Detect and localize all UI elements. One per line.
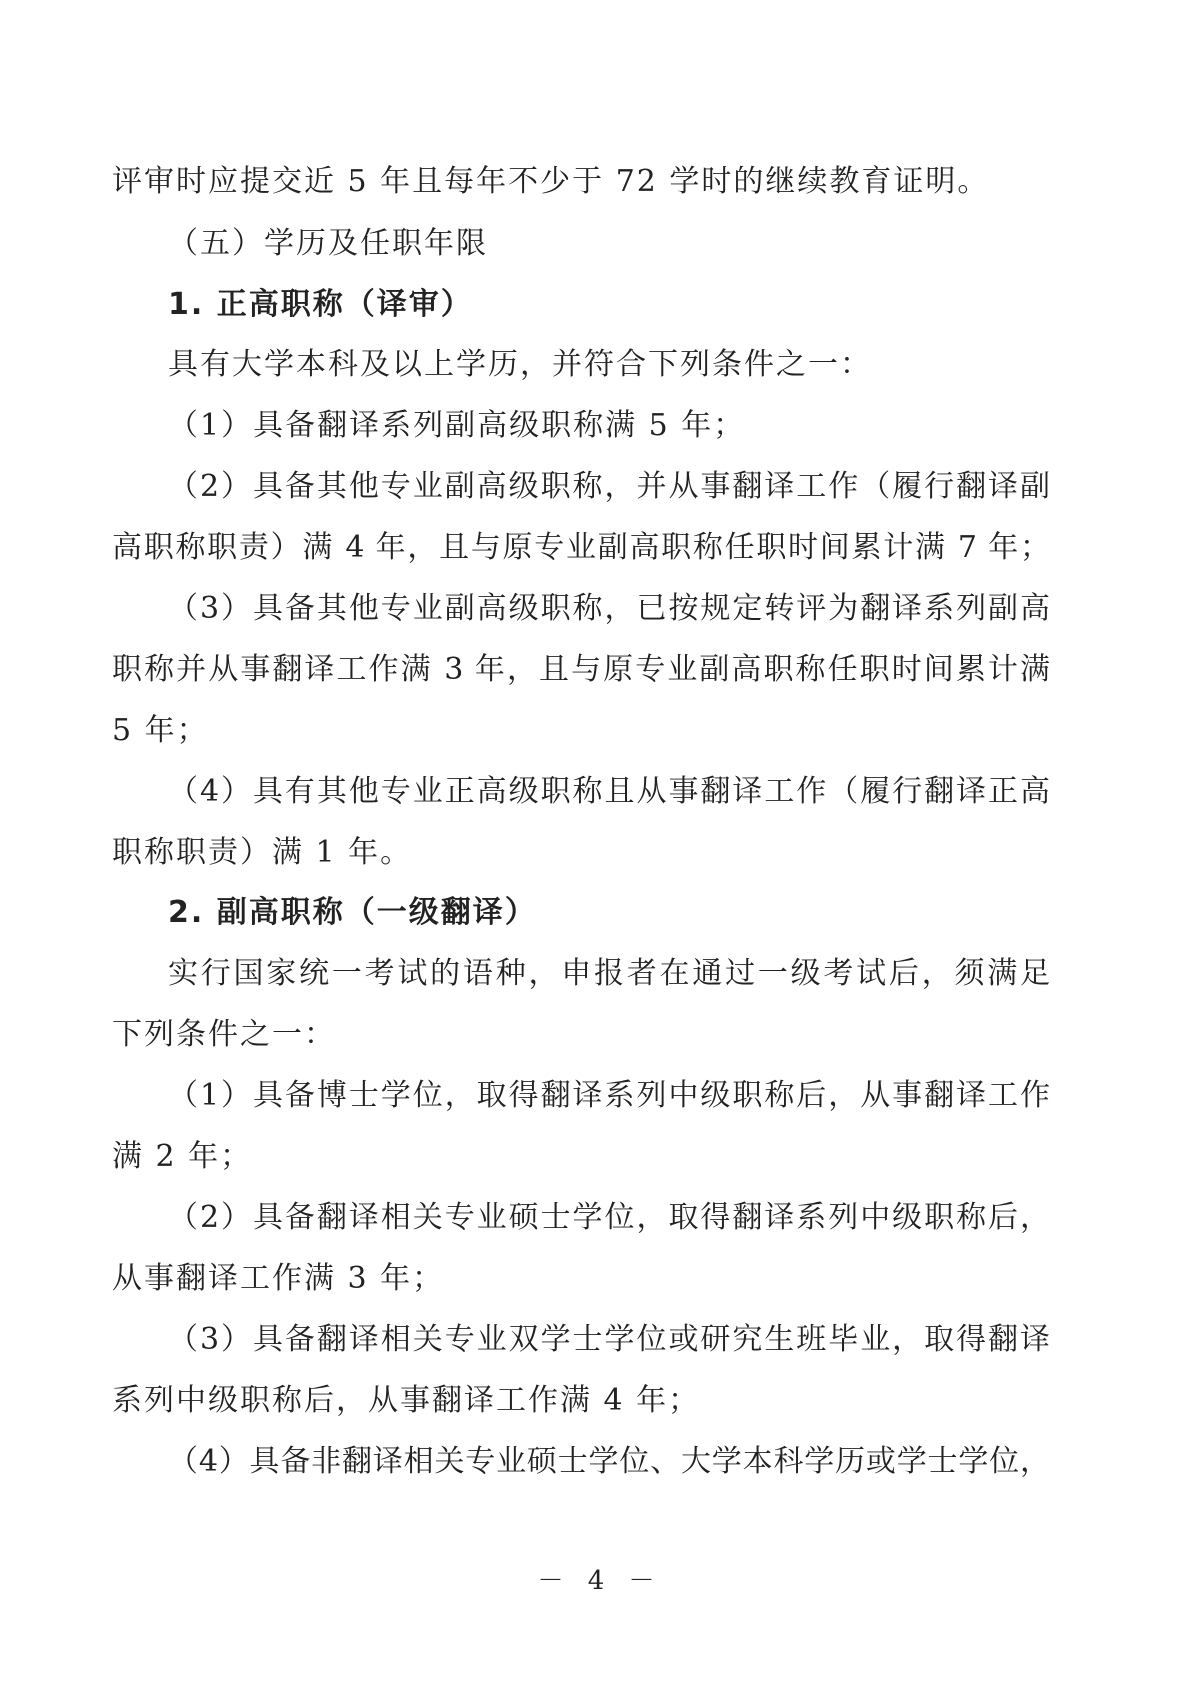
list-item-continuation: 满 2 年； bbox=[112, 1139, 253, 1174]
list-item: （4）具有其他专业正高级职称且从事翻译工作（履行翻译正高 bbox=[168, 774, 1050, 809]
subsection-heading: 1. 正高职称（译审） bbox=[168, 287, 473, 322]
paragraph-line: 下列条件之一： bbox=[112, 1017, 336, 1052]
section-heading: （五）学历及任职年限 bbox=[168, 226, 488, 261]
list-item-continuation: 系列中级职称后，从事翻译工作满 4 年； bbox=[112, 1383, 701, 1418]
list-item: （3）具备翻译相关专业双学士学位或研究生班毕业，取得翻译 bbox=[168, 1322, 1050, 1357]
paragraph-line: 评审时应提交近 5 年且每年不少于 72 学时的继续教育证明。 bbox=[112, 164, 990, 199]
list-item-continuation: 5 年； bbox=[112, 713, 209, 748]
list-item-continuation: 从事翻译工作满 3 年； bbox=[112, 1261, 445, 1296]
list-item: （2）具备其他专业副高级职称，并从事翻译工作（履行翻译副 bbox=[168, 469, 1050, 504]
list-item-continuation: 高职称职责）满 4 年，且与原专业副高职称任职时间累计满 7 年； bbox=[112, 530, 1050, 565]
list-item-continuation: 职称并从事翻译工作满 3 年，且与原专业副高职称任职时间累计满 bbox=[112, 652, 1050, 687]
list-item: （3）具备其他专业副高级职称，已按规定转评为翻译系列副高 bbox=[168, 591, 1050, 626]
paragraph-line: 具有大学本科及以上学历，并符合下列条件之一： bbox=[168, 347, 872, 382]
list-item: （1）具备翻译系列副高级职称满 5 年； bbox=[168, 408, 746, 443]
page-number: － 4 － bbox=[537, 1566, 663, 1596]
paragraph-line: 实行国家统一考试的语种，申报者在通过一级考试后，须满足 bbox=[168, 956, 1050, 991]
subsection-heading: 2. 副高职称（一级翻译） bbox=[168, 895, 537, 930]
list-item: （1）具备博士学位，取得翻译系列中级职称后，从事翻译工作 bbox=[168, 1078, 1050, 1113]
list-item: （4）具备非翻译相关专业硕士学位、大学本科学历或学士学位， bbox=[168, 1444, 1050, 1479]
list-item: （2）具备翻译相关专业硕士学位，取得翻译系列中级职称后， bbox=[168, 1200, 1050, 1235]
list-item-continuation: 职称职责）满 1 年。 bbox=[112, 835, 413, 870]
